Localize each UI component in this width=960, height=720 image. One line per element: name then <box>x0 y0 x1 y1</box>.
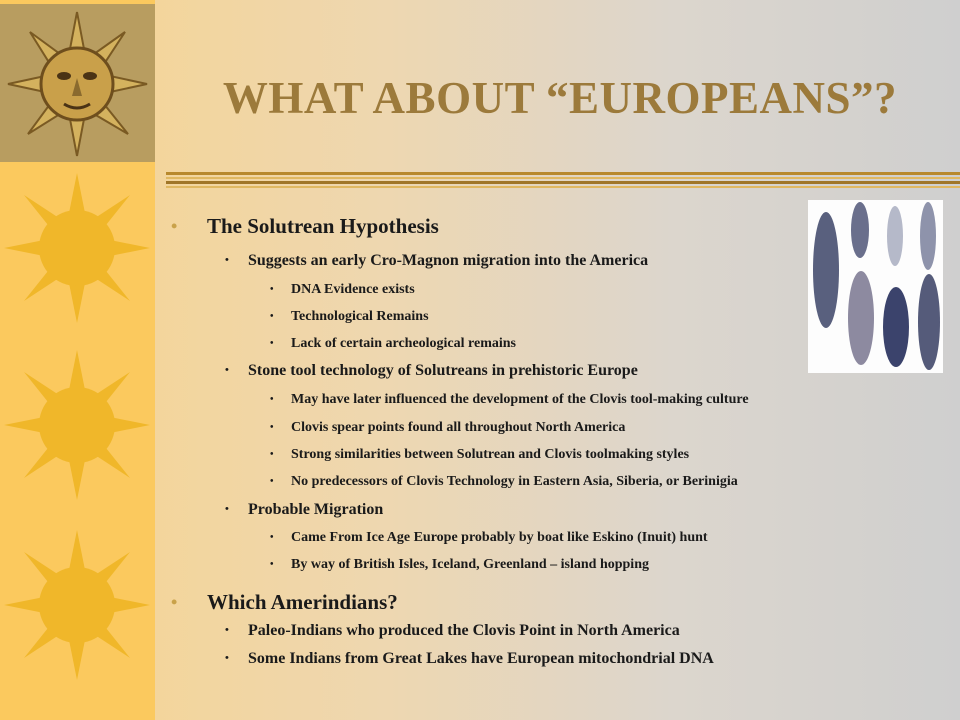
bullet-icon: • <box>270 394 274 405</box>
bullet-icon: • <box>270 422 274 433</box>
bullet-icon: • <box>270 284 274 295</box>
outline-subitem: Came From Ice Age Europe probably by boat like Eskino (Inuit) hunt <box>291 530 708 545</box>
bullet-icon: • <box>225 652 229 664</box>
bullet-icon: • <box>270 311 274 322</box>
outline-subitem: Lack of certain archeological remains <box>291 336 516 351</box>
outline-item: Suggests an early Cro-Magnon migration into the America <box>248 252 649 269</box>
bullet-icon: • <box>225 254 229 266</box>
bullet-icon: • <box>171 592 178 612</box>
bullet-icon: • <box>225 364 229 376</box>
bullet-icon: • <box>270 559 274 570</box>
outline-subitem: DNA Evidence exists <box>291 282 415 297</box>
bullet-icon: • <box>225 624 229 636</box>
outline-item: Stone tool technology of Solutreans in prehistoric Europe <box>248 362 638 379</box>
bullet-icon: • <box>270 532 274 543</box>
outline-item: Probable Migration <box>248 501 384 518</box>
outline-item: Some Indians from Great Lakes have European mitochondrial DNA <box>248 650 714 667</box>
outline-subitem: May have later influenced the development of the Clovis tool-making culture <box>291 392 749 407</box>
outline-subitem: Clovis spear points found all throughout North America <box>291 420 626 435</box>
outline-item: Paleo-Indians who produced the Clovis Point in North America <box>248 622 680 639</box>
bullet-icon: • <box>225 503 229 515</box>
outline-heading: Which Amerindians? <box>207 590 398 614</box>
outline-subitem: No predecessors of Clovis Technology in Eastern Asia, Siberia, or Berinigia <box>291 474 738 489</box>
outline-subitem: By way of British Isles, Iceland, Greenland – island hopping <box>291 557 649 572</box>
slide-title: WHAT ABOUT “EUROPEANS”? <box>222 73 898 123</box>
outline-subitem: Strong similarities between Solutrean and Clovis toolmaking styles <box>291 447 690 462</box>
outline-subitem: Technological Remains <box>291 309 429 324</box>
bullet-icon: • <box>270 338 274 349</box>
bullet-icon: • <box>270 449 274 460</box>
outline-heading: The Solutrean Hypothesis <box>207 214 439 238</box>
bullet-icon: • <box>171 216 178 236</box>
bullet-icon: • <box>270 476 274 487</box>
